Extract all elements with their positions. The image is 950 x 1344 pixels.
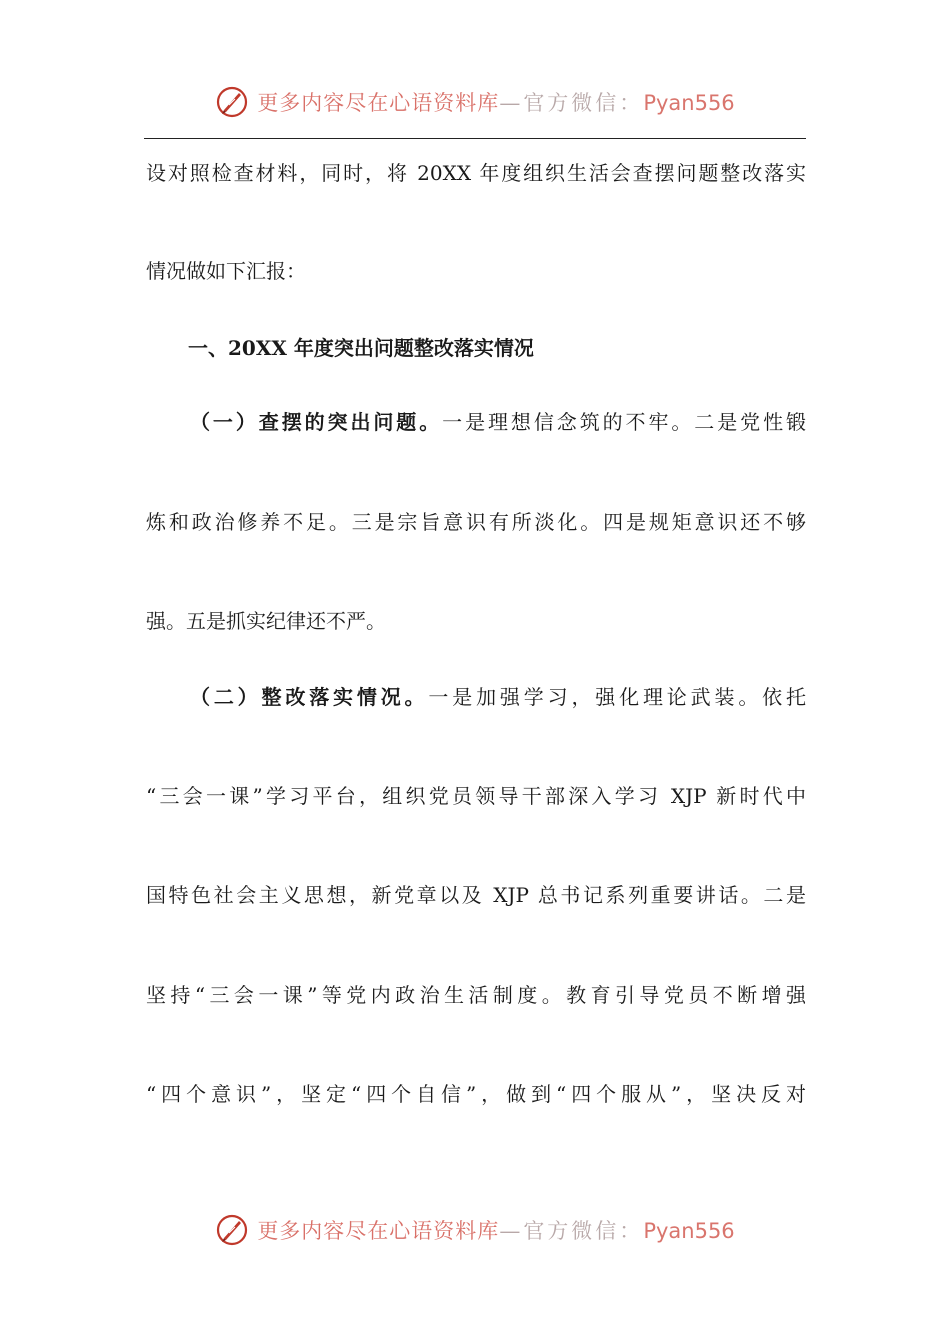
body-line: 坚持“三会一课”等党内政治生活制度。教育引导党员不断增强 (146, 983, 806, 1007)
quill-pen-logo-icon (215, 85, 249, 119)
body-line: 强。五是抓实纪律还不严。 (146, 609, 386, 633)
banner-wechat-id: Pyan556 (643, 1219, 735, 1243)
banner-wechat-label: —官方微信： (499, 91, 644, 115)
subsection-paragraph-start (190, 407, 806, 437)
body-line: 情况做如下汇报： (146, 259, 306, 283)
banner-wechat-id: Pyan556 (643, 91, 735, 115)
banner-text (257, 1215, 734, 1245)
section-heading-text: 一、20XX 年度突出问题整改落实情况 (188, 336, 534, 360)
body-line: 国特色社会主义思想，新党章以及 XJP 总书记系列重要讲话。二是 (146, 883, 806, 907)
body-line: “四个意识”，坚定“四个自信”，做到“四个服从”，坚决反对 (146, 1082, 806, 1106)
header-divider (144, 138, 806, 139)
banner-wechat-label: —官方微信： (499, 1219, 644, 1243)
subsection-text: 一是加强学习，强化理论武装。依托 (428, 685, 806, 709)
subsection-label: （一）查摆的突出问题。 (190, 410, 443, 434)
body-line: “三会一课”学习平台，组织党员领导干部深入学习 XJP 新时代中 (146, 784, 806, 808)
subsection-text: 一是理想信念筑的不牢。二是党性锻 (442, 410, 806, 434)
body-line: 设对照检查材料，同时，将 20XX 年度组织生活会查摆问题整改落实 (146, 161, 806, 185)
footer-banner (0, 1208, 950, 1252)
quill-pen-logo-icon (215, 1213, 249, 1247)
banner-text (257, 87, 734, 117)
section-heading (188, 333, 848, 363)
subsection-label: （二）整改落实情况。 (190, 685, 429, 709)
banner-site-name: 更多内容尽在心语资料库 (257, 1219, 500, 1243)
body-line: 炼和政治修养不足。三是宗旨意识有所淡化。四是规矩意识还不够 (146, 510, 806, 534)
banner-site-name: 更多内容尽在心语资料库 (257, 91, 500, 115)
subsection-paragraph-start (190, 682, 806, 712)
header-banner (0, 80, 950, 124)
